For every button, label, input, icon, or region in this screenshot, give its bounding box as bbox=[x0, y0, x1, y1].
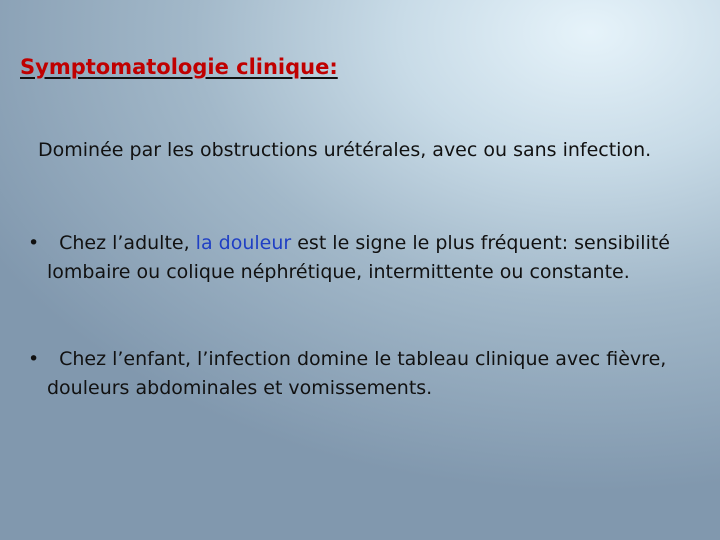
highlight-douleur: la douleur bbox=[195, 232, 292, 254]
intro-paragraph: Dominée par les obstructions urétérales, avec ou sans infection. bbox=[38, 139, 652, 161]
bullet-item-adult bbox=[28, 229, 698, 287]
bullet-icon: • bbox=[28, 232, 40, 254]
bullet-text-suffix: est le signe le plus fréquent: sensibilité lombaire ou colique néphrétique, intermittente ou constante. bbox=[47, 232, 670, 283]
bullet-text-body: Chez l’enfant, l’infection domine le tableau clinique avec fièvre, douleurs abdominales et vomissements. bbox=[47, 348, 667, 399]
bullet-item-child bbox=[28, 345, 698, 403]
slide-title: Symptomatologie clinique: bbox=[20, 55, 338, 79]
bullet-icon: • bbox=[28, 348, 40, 370]
bullet-text bbox=[28, 229, 698, 287]
bullet-text bbox=[28, 345, 698, 403]
bullet-text-prefix: Chez l’adulte, bbox=[59, 232, 196, 254]
